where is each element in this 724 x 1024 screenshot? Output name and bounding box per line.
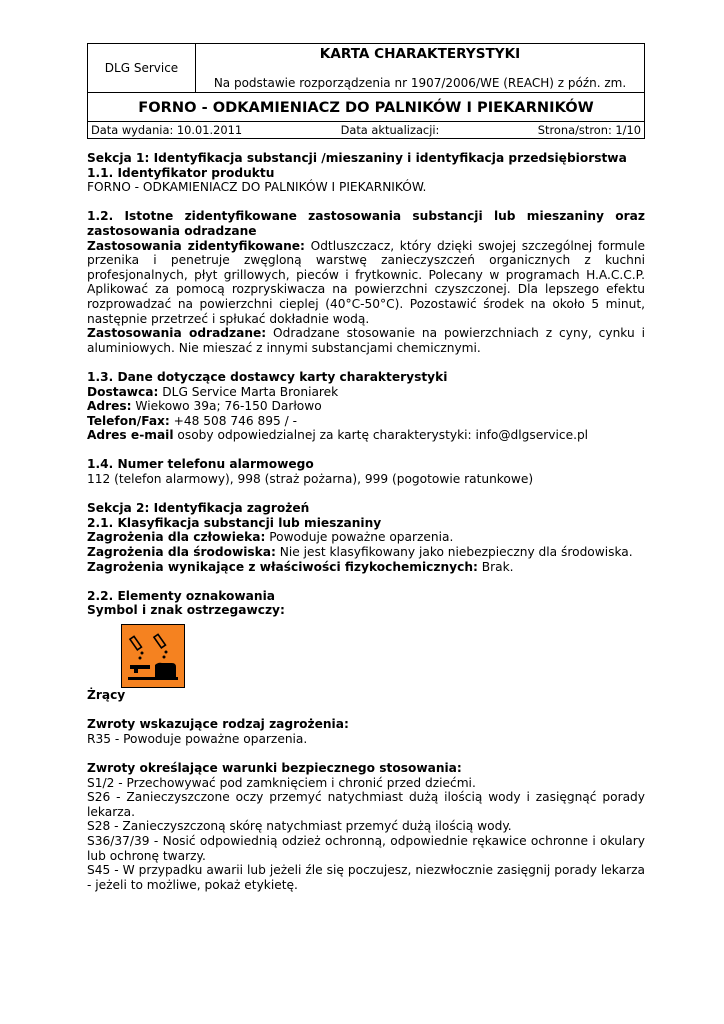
s-phrase-item: S1/2 - Przechowywać pod zamknięciem i chronić przed dziećmi.: [87, 775, 476, 790]
phone-value: +48 508 746 895 / -: [169, 413, 298, 428]
product-identifier: FORNO - ODKAMIENIACZ DO PALNIKÓW I PIEKARNIKÓW.: [87, 180, 427, 195]
human-hazards: [87, 530, 645, 545]
human-hazards-label: Zagrożenia dla człowieka:: [87, 530, 266, 545]
subsection-1-1: 1.1. Identyfikator produktu: [87, 165, 275, 180]
s-phrase-item: S36/37/39 - Nosić odpowiednią odzież ochronną, odpowiednie rękawice ochronne i okulary lub ochronę twarzy.: [87, 833, 645, 863]
update-date: Data aktualizacji:: [340, 123, 440, 137]
discouraged-uses-text: Odradzane stosowanie na powierzchniach z cyny, cynku i aluminiowych. Nie mieszać z innymi substancjami chemicznymi.: [87, 326, 645, 355]
document-type: KARTA CHARAKTERYSTYKI: [196, 44, 645, 63]
r-phrase-item: R35 - Powoduje poważne oparzenia.: [87, 731, 308, 746]
address-label: Adres:: [87, 399, 132, 414]
environment-hazards-text: Nie jest klasyfikowany jako niebezpieczny dla środowiska.: [275, 545, 633, 560]
company-name: DLG Service: [88, 44, 196, 93]
physchem-hazards-label: Zagrożenia wynikające z właściwości fizykochemicznych:: [87, 559, 478, 574]
human-hazards-text: Powoduje poważne oparzenia.: [265, 530, 454, 545]
corrosive-pictogram-icon: [121, 624, 185, 688]
identified-uses-text: Odtluszczacz, który dzięki swojej szczególnej formule przenika i penetruje zwęgloną warstwę zanieczyszczeń organicznych z kuchni profesjonalnych, płyt grillowych, pieców i frytkownic. Polecany w programach H.A.C.C.P. Aplikować za pomocą rozpryskiwacza na powierzchni czyszczonej. Dla lepszego efektu rozprowadzać na powierzchni cieplej (40°C-50°C). Pozostawić środek na około 5 minut, następnie przetrzeć i spłukać dokładnie wodą.: [87, 238, 646, 326]
date-row: [87, 122, 645, 139]
identified-uses: [87, 239, 645, 327]
symbol-label: Symbol i znak ostrzegawczy:: [87, 603, 285, 618]
emergency-numbers: 112 (telefon alarmowy), 998 (straż pożarna), 999 (pogotowie ratunkowe): [87, 472, 534, 487]
email-value: osoby odpowiedzialnej za kartę charakterystyki: info@dlgservice.pl: [173, 428, 589, 443]
document-page: [87, 43, 645, 892]
page-count: Strona/stron: 1/10: [537, 123, 641, 137]
document-body: [87, 151, 645, 892]
identified-uses-label: Zastosowania zidentyfikowane:: [87, 238, 305, 253]
environment-hazards-label: Zagrożenia dla środowiska:: [87, 545, 276, 560]
discouraged-uses-label: Zastosowania odradzane:: [87, 326, 267, 341]
subsection-1-2: 1.2. Istotne zidentyfikowane zastosowania substancji lub mieszaniny oraz zastosowania odradzane: [87, 209, 645, 238]
email: [87, 428, 645, 443]
phone: [87, 414, 645, 429]
s-phrases-list: [87, 776, 645, 893]
issue-date: Data wydania: 10.01.2011: [91, 123, 243, 137]
supplier: [87, 385, 645, 400]
supplier-label: Dostawca:: [87, 384, 159, 399]
subsection-1-4: 1.4. Numer telefonu alarmowego: [87, 457, 314, 472]
s-phrase-item: S26 - Zanieczyszczone oczy przemyć natychmiast dużą ilością wody i zasięgnąć porady lekarza.: [87, 790, 645, 819]
section-2-heading: Sekcja 2: Identyfikacja zagrożeń: [87, 501, 310, 516]
r-phrases-list: [87, 732, 645, 747]
email-label: Adres e-mail: [87, 428, 174, 443]
s-phrase-item: S45 - W przypadku awarii lub jeżeli źle się poczujesz, niezwłocznie zasięgnij porady lekarza - jeżeli to możliwe, pokaż etykietę.: [87, 863, 645, 892]
address: [87, 399, 645, 414]
subsection-1-3: 1.3. Dane dotyczące dostawcy karty charakterystyki: [87, 369, 448, 384]
s-phrases-heading: Zwroty określające warunki bezpiecznego stosowania:: [87, 760, 462, 775]
phone-label: Telefon/Fax:: [87, 413, 170, 428]
section-1-heading: Sekcja 1: Identyfikacja substancji /mieszaniny i identyfikacja przedsiębiorstwa: [87, 151, 627, 165]
regulation-note: Na podstawie rozporządzenia nr 1907/2006/WE (REACH) z późn. zm.: [196, 62, 645, 93]
product-title: FORNO - ODKAMIENIACZ DO PALNIKÓW I PIEKARNIKÓW: [88, 93, 645, 122]
r-phrases-heading: Zwroty wskazujące rodzaj zagrożenia:: [87, 717, 349, 732]
subsection-2-1: 2.1. Klasyfikacja substancji lub mieszaniny: [87, 515, 382, 530]
subsection-2-2: 2.2. Elementy oznakowania: [87, 588, 275, 603]
supplier-value: DLG Service Marta Broniarek: [158, 384, 339, 399]
physchem-hazards-text: Brak.: [477, 559, 514, 574]
pictogram-caption: Żrący: [87, 688, 126, 702]
s-phrase-item: S28 - Zanieczyszczoną skórę natychmiast przemyć dużą ilością wody.: [87, 819, 512, 834]
header-table: [87, 43, 645, 122]
physchem-hazards: [87, 560, 645, 575]
environment-hazards: [87, 545, 645, 560]
address-value: Wiekowo 39a; 76-150 Darłowo: [131, 399, 322, 414]
discouraged-uses: [87, 326, 645, 355]
